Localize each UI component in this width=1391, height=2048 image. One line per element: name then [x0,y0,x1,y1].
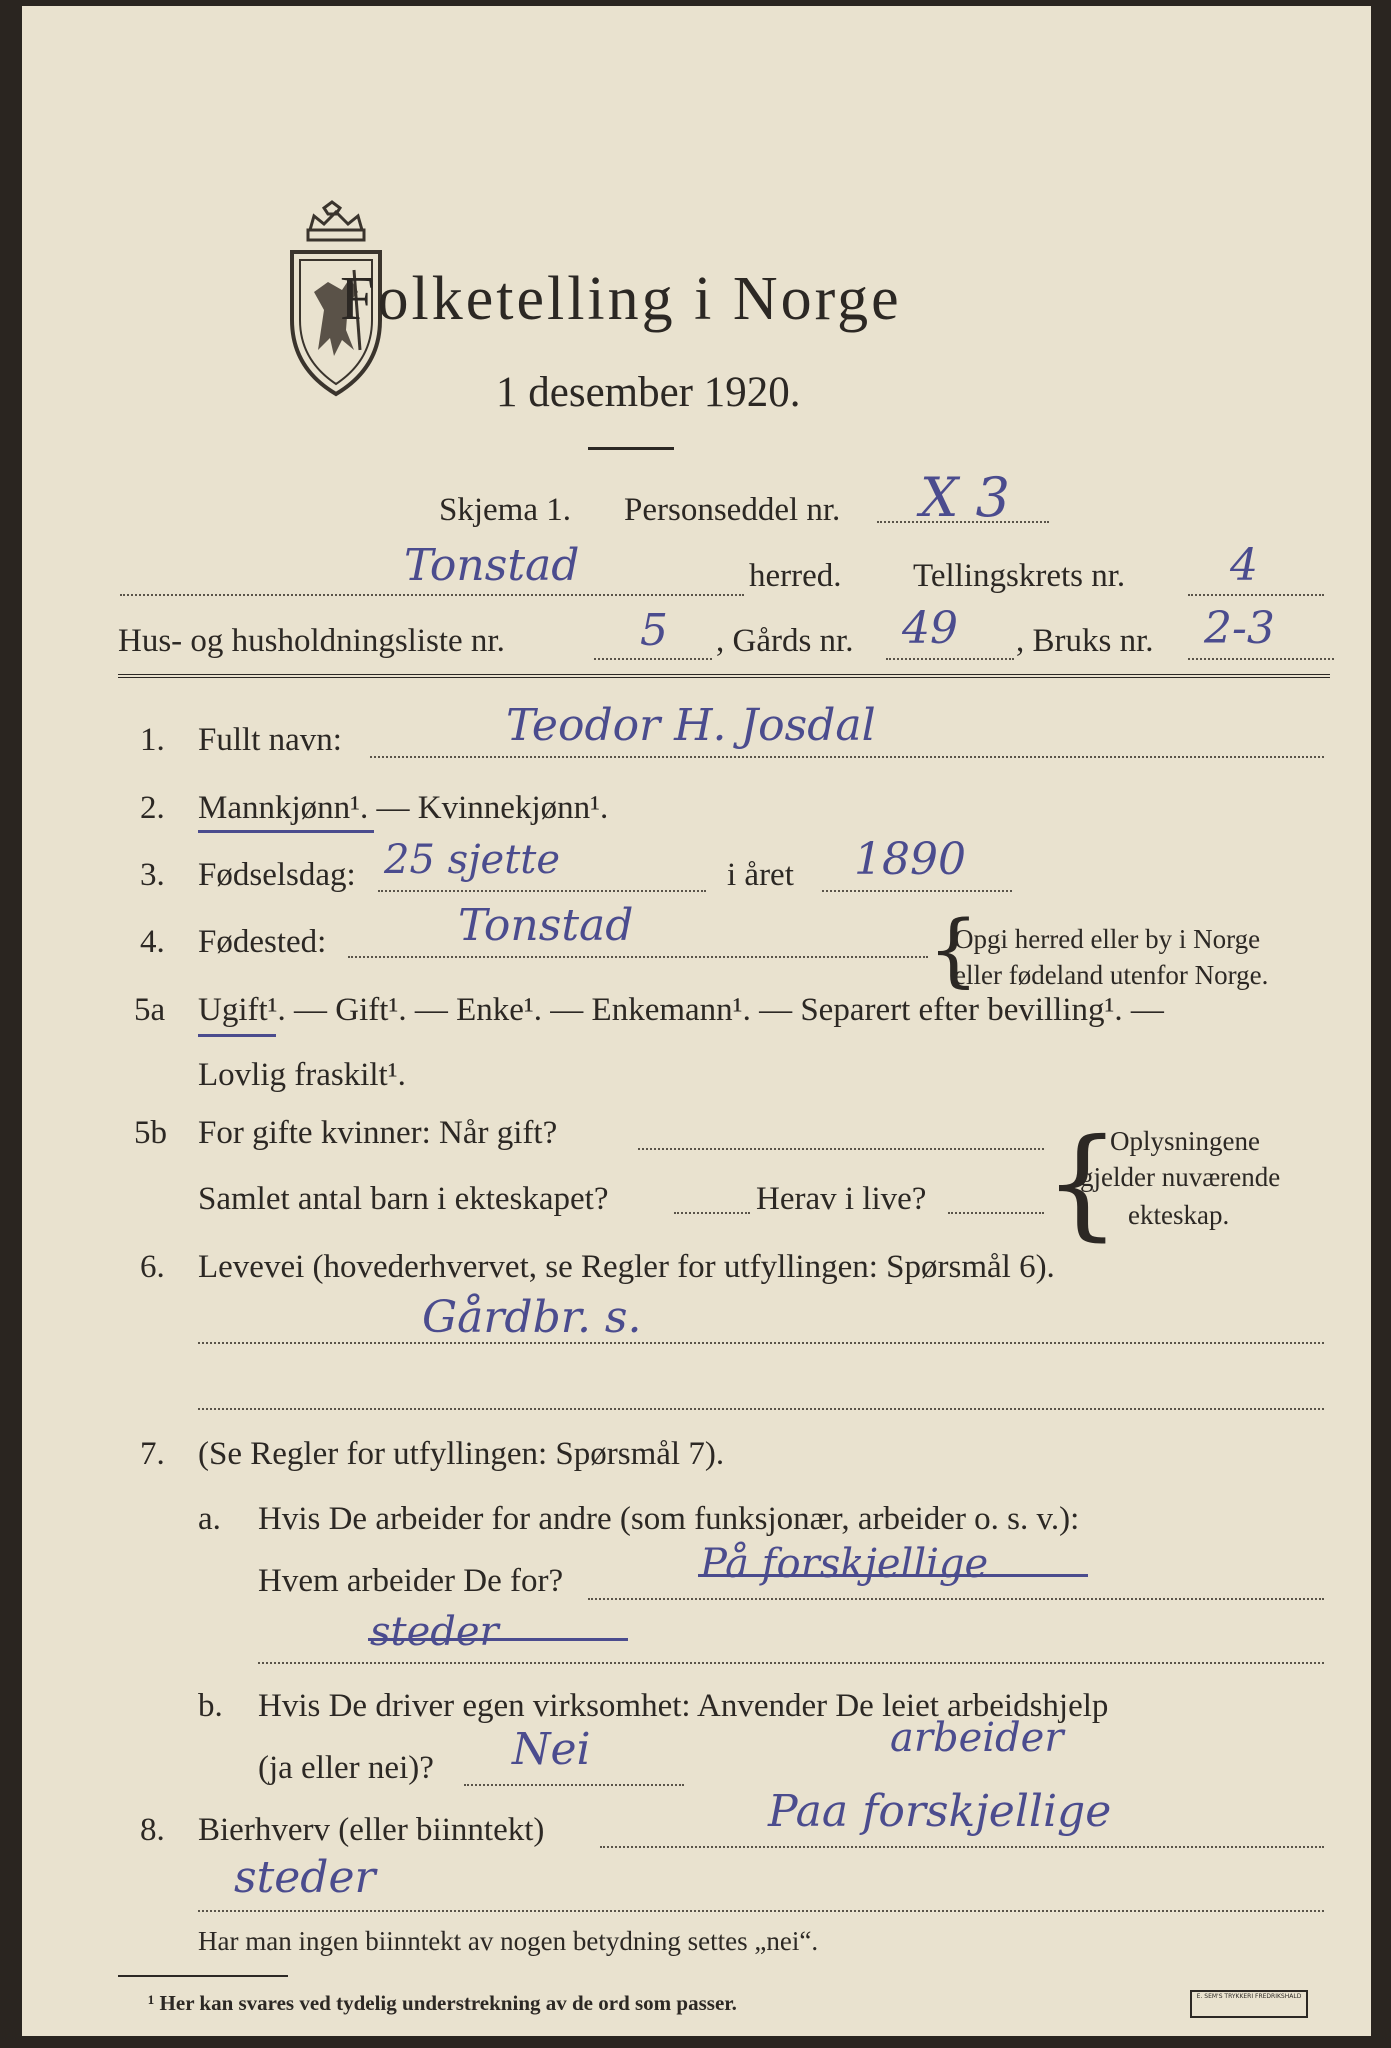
printer-stamp [1190,1990,1308,2018]
hus-label: Hus- og husholdningsliste nr. [118,623,505,659]
q3-year-line [822,890,1012,892]
q7b-letter: b. [198,1688,223,1724]
header-divider [118,674,1330,678]
q3-line [378,890,706,892]
q7a-line-a [588,1598,1324,1600]
gards-value: 49 [902,603,958,654]
q5b-alive-line [948,1212,1044,1214]
q5b-note-line1: Oplysningene [1110,1126,1260,1156]
q6-line1 [198,1342,1324,1344]
q7b-line1: Hvis De driver egen virksomhet: Anvender De leiet arbeidshjelp [258,1688,1109,1724]
q7a-letter: a. [198,1501,221,1537]
q5a-line2: Lovlig fraskilt¹. [198,1057,406,1093]
hus-line [594,658,712,660]
q6-value: Gårdbr. s. [422,1292,642,1343]
q5b-note-line2: gjelder nuværende [1080,1162,1281,1192]
gards-line [886,658,1014,660]
q6-number: 6. [140,1249,165,1285]
q4-note-line1: Opgi herred eller by i Norge [954,924,1261,954]
q7a-line-b [258,1662,1324,1664]
herred-label: herred. [749,558,842,594]
q7b-value: Nei [512,1724,591,1775]
gards-label: , Gårds nr. [716,623,854,659]
q2-text: Mannkjønn¹. — Kvinnekjønn¹. [198,790,609,826]
q7a-line1: Hvis De arbeider for andre (som funksjonær, arbeider o. s. v.): [258,1501,1080,1537]
q8-value2: Paa forskjellige [768,1786,1112,1837]
hus-value: 5 [640,605,668,656]
q4-number: 4. [140,924,165,960]
q5b-number: 5b [134,1115,167,1151]
q8-value1: arbeider [890,1715,1064,1761]
footnote: ¹ Her kan svares ved tydelig understrekning av de ord som passer. [148,1991,737,2015]
tellingskrets-line [1188,594,1324,596]
herred-line [120,594,744,596]
q7a-value2: steder [370,1609,499,1655]
q5a-number: 5a [134,992,166,1028]
q7a-value2-strikeout [368,1638,628,1641]
q8-value3: steder [234,1852,376,1903]
q4-label: Fødested: [198,924,327,960]
personseddel-value: X 3 [920,466,1010,529]
q8-number: 8. [140,1812,165,1848]
q6-line2 [198,1408,1324,1410]
q3-year-value: 1890 [854,834,966,885]
census-date: 1 desember 1920. [496,369,801,416]
q3-value: 25 sjette [384,837,561,883]
q5a-line1: Ugift¹. — Gift¹. — Enke¹. — Enkemann¹. — Separert efter bevilling¹. — [198,992,1164,1028]
personseddel-label: Personseddel nr. [624,492,841,528]
q1-label: Fullt navn: [198,722,342,758]
q5b-line2a: Samlet antal barn i ekteskapet? [198,1181,609,1217]
q5a-ugift-underline [198,1034,276,1037]
q5b-note-brace: { [1044,1114,1121,1253]
q7a-value1-strikeout [698,1574,1088,1577]
q4-note-brace: { [928,903,979,996]
q7a-line2: Hvem arbeider De for? [258,1563,564,1599]
q5b-line1: For gifte kvinner: Når gift? [198,1115,558,1151]
q5b-line2b: Herav i live? [756,1181,927,1217]
printer-stamp-text: E. SEM'S TRYKKERI FREDRIKSHALD [1196,1993,1302,2000]
q8-line1 [600,1846,1324,1848]
herred-value: Tonstad [404,540,580,591]
skjema-label: Skjema 1. [439,492,571,528]
q4-note-line2: eller fødeland utenfor Norge. [954,960,1269,990]
q5b-children-line [674,1212,750,1214]
q8-note: Har man ingen biinntekt av nogen betydning settes „nei“. [198,1926,819,1956]
q6-text: Levevei (hovederhvervet, se Regler for utfyllingen: Spørsmål 6). [198,1249,1055,1285]
q4-value: Tonstad [458,900,634,951]
footnote-divider [118,1975,288,1977]
q7b-line [464,1784,684,1786]
q2-number: 2. [140,790,165,826]
q4-line [348,956,928,958]
bruks-line [1188,658,1334,660]
q8-label: Bierhverv (eller biinntekt) [198,1812,545,1848]
bruks-value: 2-3 [1204,603,1275,654]
q5b-married-line [638,1148,1044,1150]
q7-text: (Se Regler for utfyllingen: Spørsmål 7). [198,1436,725,1472]
q7b-line2: (ja eller nei)? [258,1750,434,1786]
census-form [22,6,1371,2036]
bruks-label: , Bruks nr. [1016,623,1154,659]
q1-number: 1. [140,722,165,758]
form-title: Folketelling i Norge [340,265,902,333]
q3-year-label: i året [727,857,794,893]
q3-number: 3. [140,857,165,893]
q3-label: Fødselsdag: [198,857,356,893]
q1-line [370,756,1324,758]
tellingskrets-value: 4 [1230,540,1258,591]
q2-mannkjonn-underline [198,830,374,833]
q1-value: Teodor H. Josdal [506,700,876,751]
title-divider [588,447,674,450]
q8-line2 [198,1910,1324,1912]
tellingskrets-label: Tellingskrets nr. [913,558,1126,594]
q7-number: 7. [140,1436,165,1472]
q5b-note-line3: ekteskap. [1128,1200,1230,1230]
q7a-value1: På forskjellige [700,1541,989,1587]
